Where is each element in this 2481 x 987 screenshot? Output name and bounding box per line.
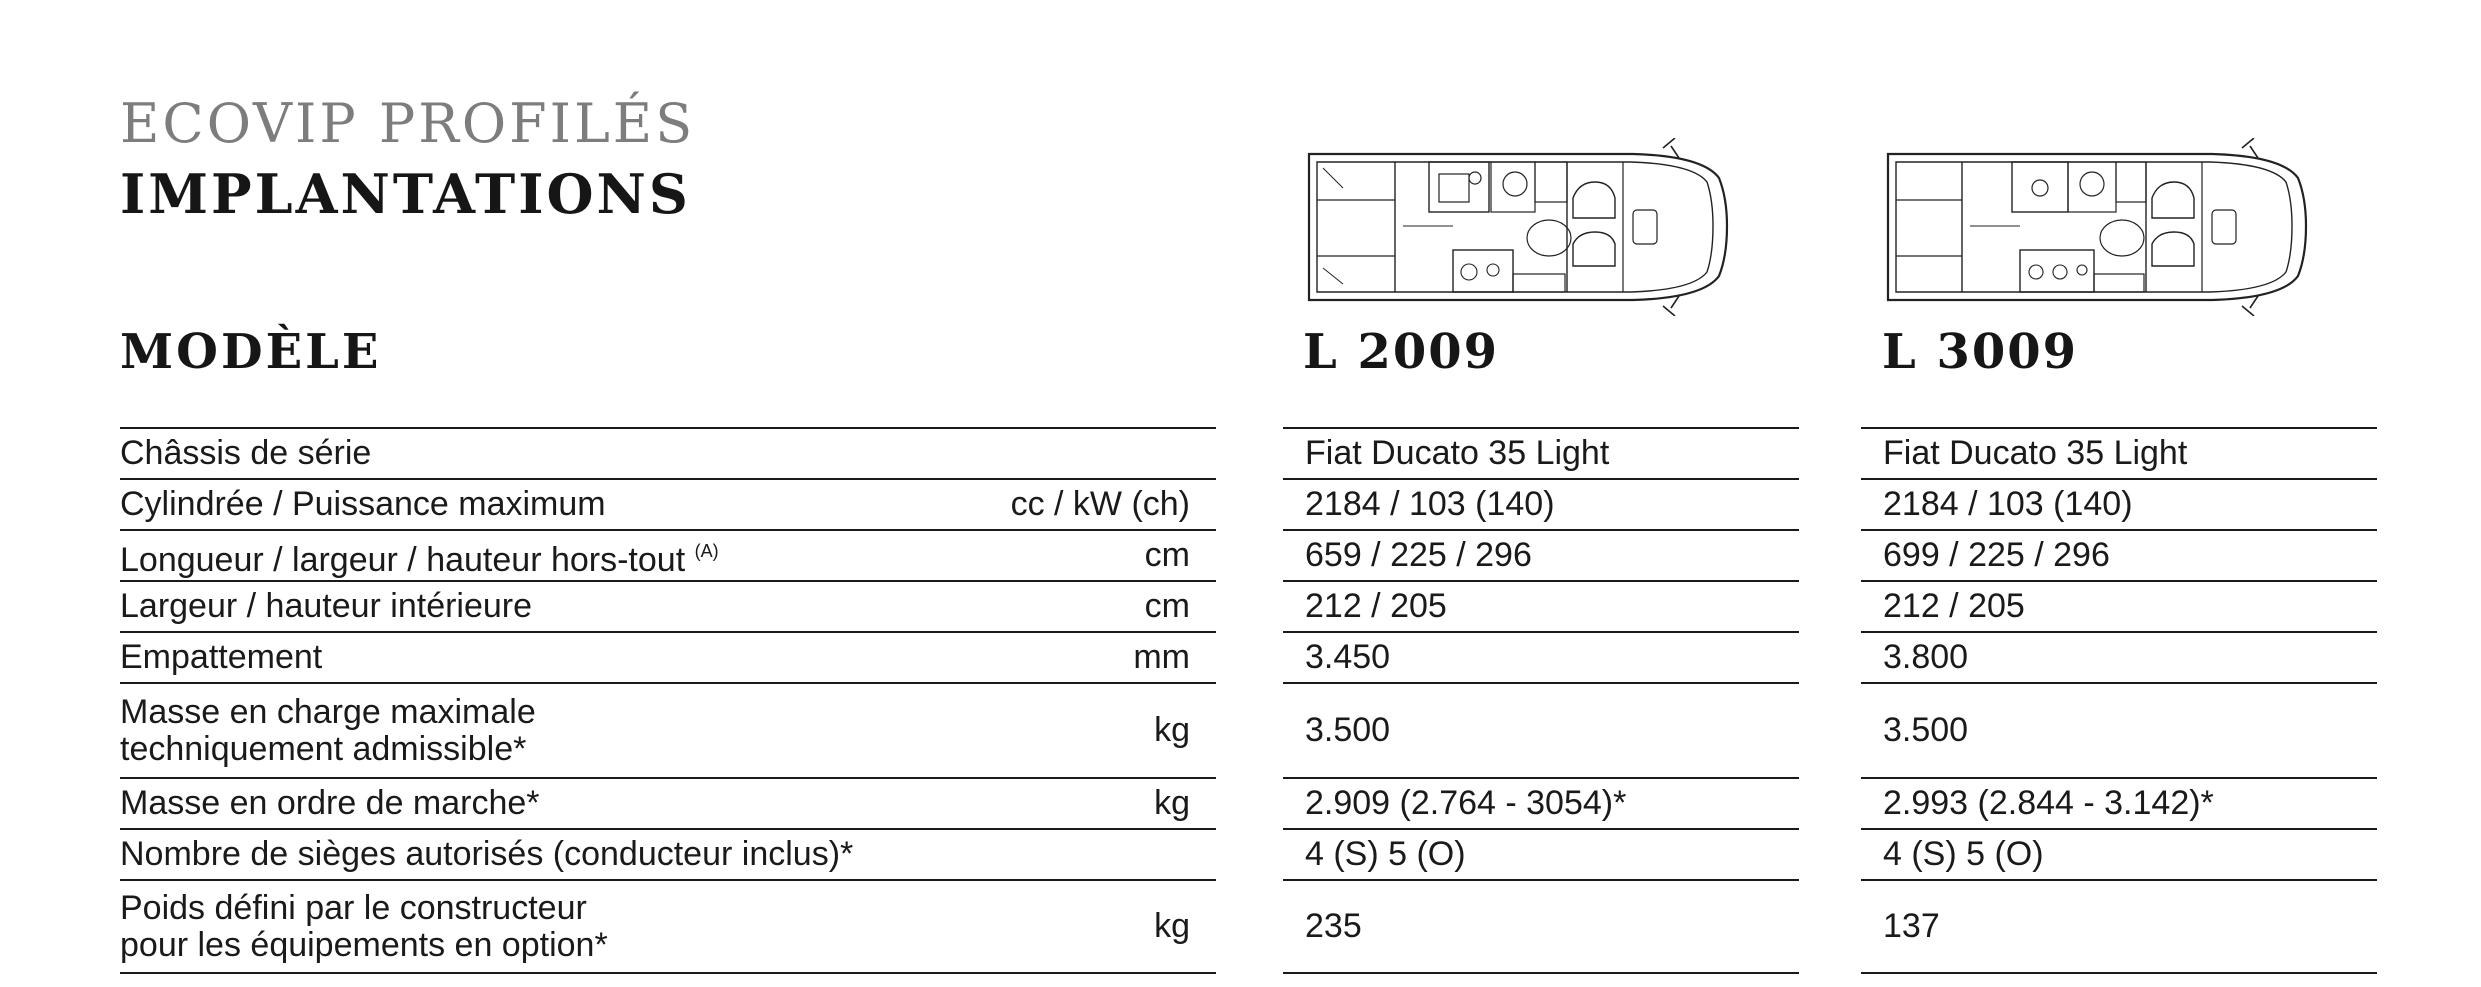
table-row [1861, 828, 2377, 879]
table-row [1861, 631, 2377, 682]
footnote-marker: (A) [694, 540, 719, 561]
table-row [120, 529, 1216, 580]
table-row [1283, 879, 1799, 974]
table-row [1861, 777, 2377, 828]
table-row [120, 879, 1216, 974]
spec-value: 659 / 225 / 296 [1305, 536, 1532, 574]
floor-plan-l2009-icon [1303, 138, 1743, 316]
spec-label: Longueur / largeur / hauteur hors-tout $^{(A)}$ [120, 540, 719, 579]
spec-unit: kg [1154, 711, 1190, 749]
spec-values-l2009-column [1283, 427, 1799, 974]
table-row [1283, 682, 1799, 777]
spec-label: Empattement [120, 638, 323, 676]
model-name-l3009: L 3009 [1882, 324, 2079, 380]
spec-values-l3009-column [1861, 427, 2377, 974]
spec-value: 2.993 (2.844 - 3.142)* [1883, 784, 2214, 822]
spec-value: 3.800 [1883, 638, 1969, 676]
table-row [1283, 427, 1799, 478]
spec-value: 4 (S) 5 (O) [1305, 835, 1466, 873]
spec-value: 2184 / 103 (140) [1305, 485, 1555, 523]
table-row [1283, 580, 1799, 631]
spec-value: 2.909 (2.764 - 3054)* [1305, 784, 1627, 822]
spec-value: Fiat Ducato 35 Light [1305, 434, 1610, 472]
spec-value: 3.500 [1305, 711, 1391, 749]
table-row [1283, 828, 1799, 879]
spec-value: 137 [1883, 907, 1940, 945]
spec-value: 212 / 205 [1883, 587, 2025, 625]
spec-value: 4 (S) 5 (O) [1883, 835, 2044, 873]
table-row [1283, 777, 1799, 828]
spec-value: 3.450 [1305, 638, 1391, 676]
table-row [120, 427, 1216, 478]
spec-unit: cc / kW (ch) [1010, 485, 1190, 523]
series-title: ECOVIP PROFILÉS [120, 92, 696, 155]
spec-value: Fiat Ducato 35 Light [1883, 434, 2188, 472]
spec-value: 699 / 225 / 296 [1883, 536, 2110, 574]
table-row [120, 580, 1216, 631]
spec-value: 212 / 205 [1305, 587, 1447, 625]
spec-unit: mm [1133, 638, 1190, 676]
spec-unit: cm [1144, 536, 1190, 574]
table-row [1283, 631, 1799, 682]
spec-label: Châssis de série [120, 434, 372, 472]
page-title: IMPLANTATIONS [120, 162, 691, 226]
table-row [120, 777, 1216, 828]
spec-unit: cm [1144, 587, 1190, 625]
table-row [120, 828, 1216, 879]
spec-label: Cylindrée / Puissance maximum [120, 485, 606, 523]
spec-label: Largeur / hauteur intérieure [120, 587, 533, 625]
table-row [1283, 529, 1799, 580]
spec-unit: kg [1154, 907, 1190, 945]
table-row [1861, 682, 2377, 777]
spec-label: Masse en ordre de marche* [120, 784, 540, 822]
table-row [1861, 529, 2377, 580]
table-row [120, 478, 1216, 529]
spec-unit: kg [1154, 784, 1190, 822]
table-row [1283, 478, 1799, 529]
spec-labels-column [120, 427, 1216, 974]
spec-value: 2184 / 103 (140) [1883, 485, 2133, 523]
spec-value: 235 [1305, 907, 1362, 945]
floor-plan-l3009-icon [1882, 138, 2322, 316]
table-row [120, 682, 1216, 777]
spec-label: Poids défini par le constructeur pour les équipements en option* [120, 888, 608, 964]
model-name-l2009: L 2009 [1303, 324, 1500, 380]
spec-label: Nombre de sièges autorisés (conducteur inclus)* [120, 835, 854, 873]
table-row [1861, 478, 2377, 529]
table-row [1861, 427, 2377, 478]
table-row [1861, 879, 2377, 974]
table-row [120, 631, 1216, 682]
model-heading: MODÈLE [120, 324, 382, 380]
spec-label: Masse en charge maximale techniquement admissible* [120, 692, 536, 768]
table-row [1861, 580, 2377, 631]
spec-value: 3.500 [1883, 711, 1969, 749]
